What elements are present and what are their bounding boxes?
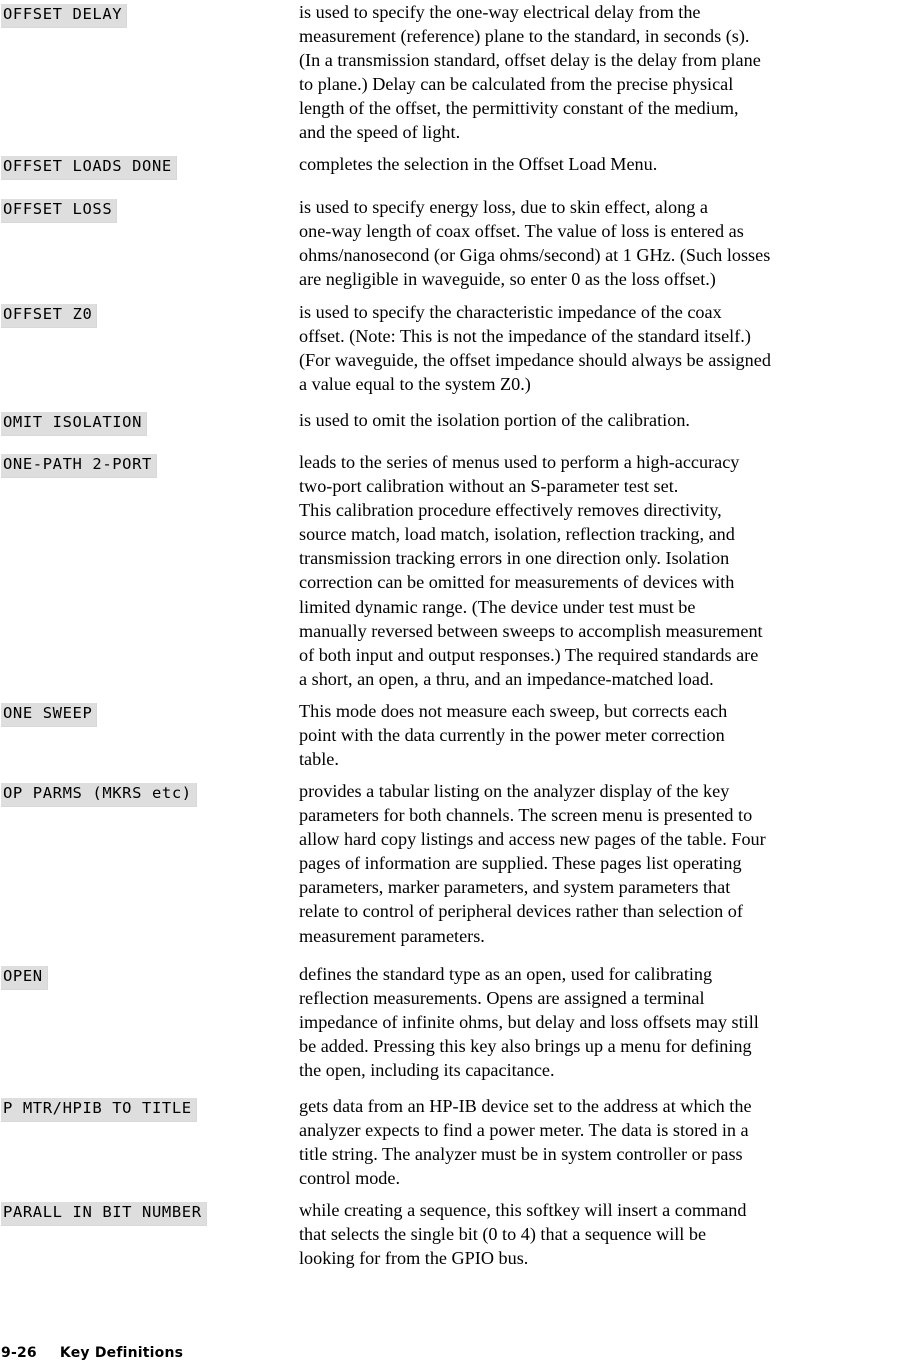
description-open: defines the standard type as an open, used for calibrating reflection measurements. Opens are assigned a terminal impedance of infinite ohms, but delay and loss offsets may still be added. Pressing this key also brings up a menu for defining the open, including its capacitance.	[299, 964, 759, 1081]
description-omit-isolation: is used to omit the isolation portion of the calibration.	[299, 410, 690, 430]
description-offset-delay: is used to specify the one-way electrical delay from the measurement (reference) plane to the standard, in seconds (s). (In a transmission standard, offset delay is the delay from plane to plane.) Delay can be calculated from the precise physical length of the offset, the permittivity constant of the medium, and the speed of light.	[299, 2, 761, 143]
page-footer	[1, 1345, 183, 1361]
softkey-one-sweep: ONE SWEEP	[1, 703, 97, 727]
softkey-one-path-2-port: ONE-PATH 2-PORT	[1, 454, 157, 478]
description-p-mtr-hpib-to-title: gets data from an HP-IB device set to the address at which the analyzer expects to find a power meter. The data is stored in a title string. The analyzer must be in system controller or pass control mode.	[299, 1096, 752, 1189]
softkey-omit-isolation: OMIT ISOLATION	[1, 412, 147, 436]
softkey-offset-loss: OFFSET LOSS	[1, 199, 117, 223]
description-offset-loss: is used to specify energy loss, due to skin effect, along a one-way length of coax offset. The value of loss is entered as ohms/nanosecond (or Giga ohms/second) at 1 GHz. (Such losses are negligible in waveguide, so enter 0 as the loss offset.)	[299, 197, 771, 290]
softkey-offset-delay: OFFSET DELAY	[1, 4, 127, 28]
description-parall-in-bit-number: while creating a sequence, this softkey will insert a command that selects the single bit (0 to 4) that a sequence will be looking for from the GPIO bus.	[299, 1200, 747, 1269]
softkey-p-mtr-hpib-to-title: P MTR/HPIB TO TITLE	[1, 1098, 197, 1122]
softkey-offset-loads-done: OFFSET LOADS DONE	[1, 156, 177, 180]
description-offset-loads-done: completes the selection in the Offset Load Menu.	[299, 154, 658, 174]
description-offset-z0: is used to specify the characteristic impedance of the coax offset. (Note: This is not the impedance of the standard itself.) (For waveguide, the offset impedance should always be assigned a value equal to the system Z0.)	[299, 302, 771, 395]
softkey-open: OPEN	[1, 966, 48, 990]
softkey-parall-in-bit-number: PARALL IN BIT NUMBER	[1, 1202, 207, 1226]
description-op-parms: provides a tabular listing on the analyzer display of the key parameters for both channels. The screen menu is presented to allow hard copy listings and access new pages of the table. Four pages of information are supplied. These pages list operating parameters, marker parameters, and system parameters that relate to control of peripheral devices rather than selection of measurement parameters.	[299, 781, 766, 946]
description-one-sweep: This mode does not measure each sweep, but corrects each point with the data currently in the power meter correction table.	[299, 701, 728, 770]
section-title: Key Definitions	[59, 1345, 184, 1361]
description-one-path-2-port: leads to the series of menus used to perform a high-accuracy two-port calibration without an S-parameter test set. This calibration procedure effectively removes directivity, source match, load match, isolation, reflection tracking, and transmission tracking errors in one direction only. Isolation correction can be omitted for measurements of devices with limited dynamic range. (The device under test must be manually reversed between sweeps to accomplish measurement of both input and output responses.) The required standards are a short, an open, a thru, and an impedance-matched load.	[299, 452, 763, 689]
softkey-op-parms: OP PARMS (MKRS etc)	[1, 783, 197, 807]
page-number: 9-26	[1, 1345, 37, 1361]
softkey-offset-z0: OFFSET Z0	[1, 304, 97, 328]
